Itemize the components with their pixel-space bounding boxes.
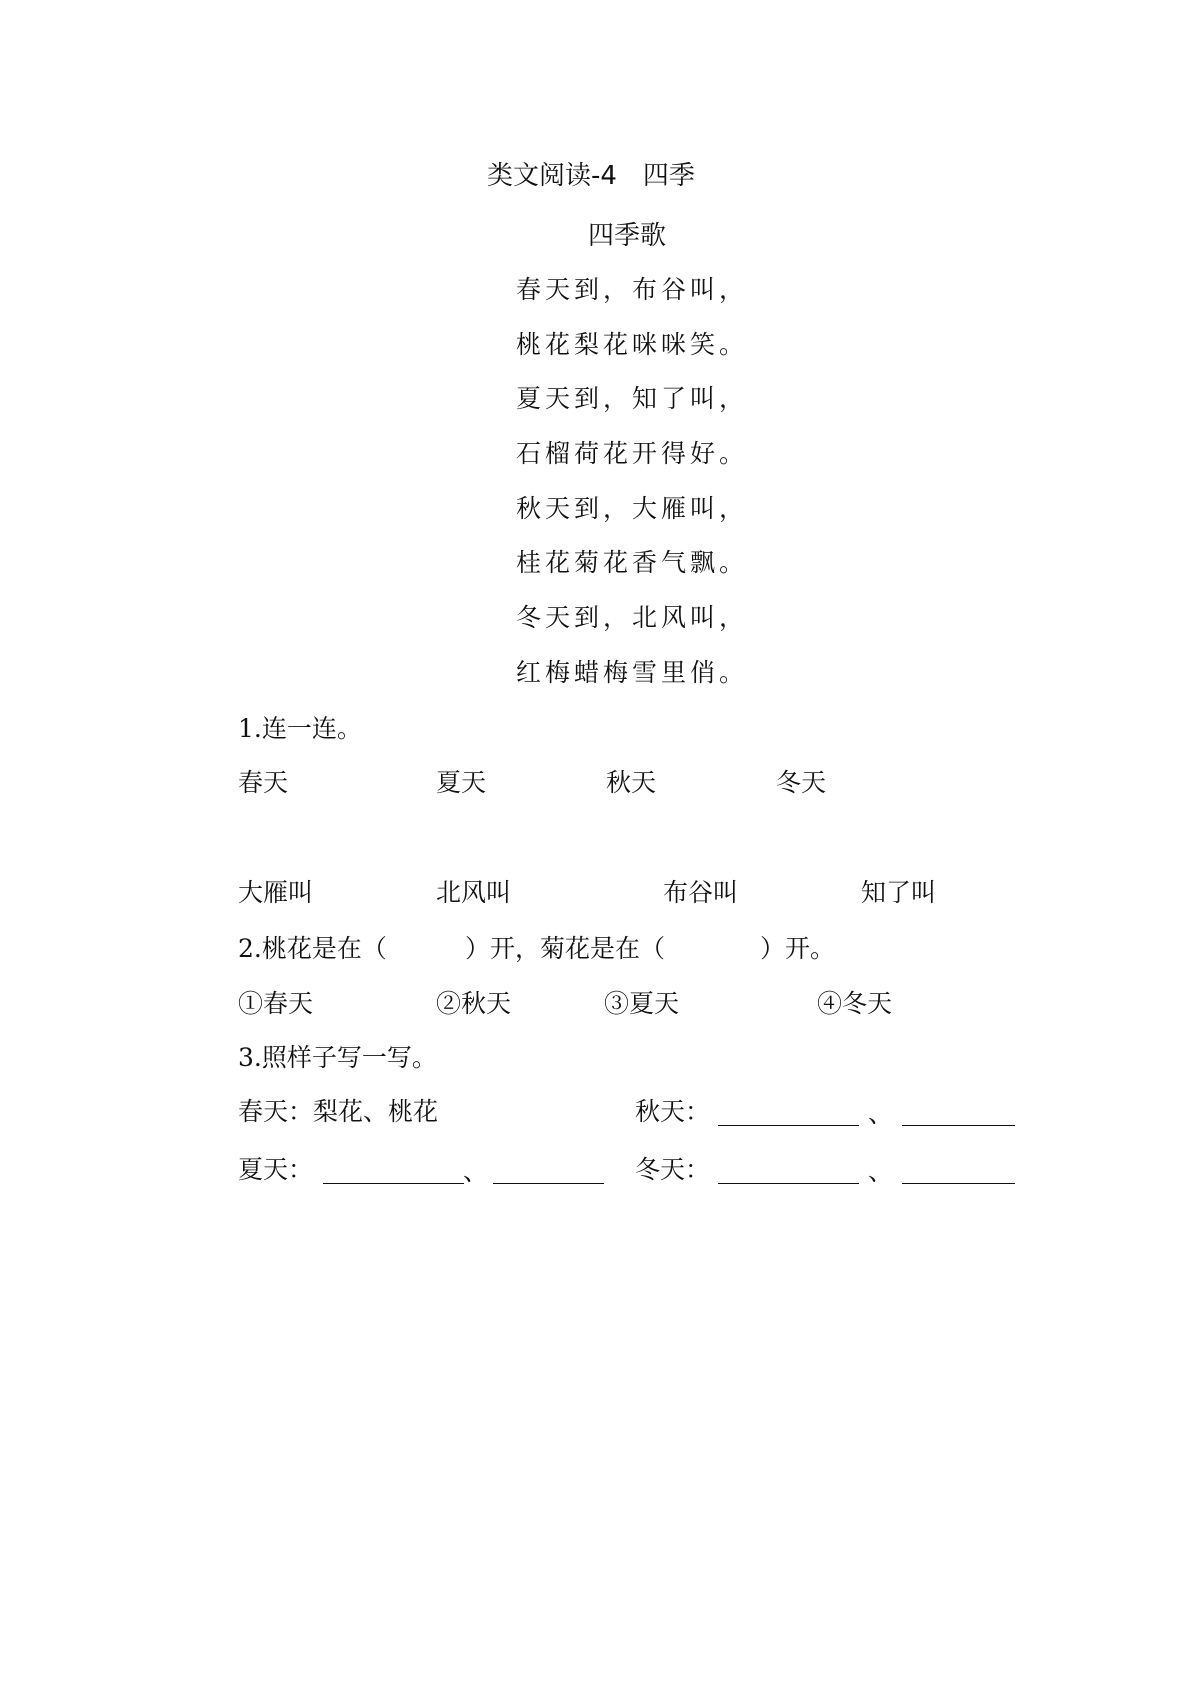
question-1-prompt: 1.连一连。	[238, 714, 362, 743]
summer-label: 夏天：	[238, 1155, 314, 1184]
poem-line: 秋天到，大雁叫，	[516, 494, 749, 523]
worksheet-title: 类文阅读-4 四季	[487, 161, 695, 191]
winter-label: 冬天：	[635, 1155, 711, 1184]
option-item[interactable]: ②秋天	[436, 989, 512, 1018]
season-item[interactable]: 夏天	[436, 768, 487, 797]
season-item[interactable]: 春天	[238, 768, 289, 797]
winter-blank-1[interactable]	[718, 1183, 859, 1184]
sound-item[interactable]: 知了叫	[861, 878, 937, 907]
autumn-blank-1[interactable]	[718, 1125, 859, 1126]
poem-line: 桂花菊花香气飘。	[516, 548, 749, 577]
season-item[interactable]: 冬天	[776, 768, 827, 797]
question-3-prompt: 3.照样子写一写。	[238, 1043, 437, 1072]
question-2-prompt-c: ）开。	[760, 934, 836, 963]
option-item[interactable]: ④冬天	[817, 989, 893, 1018]
season-item[interactable]: 秋天	[606, 768, 657, 797]
option-item[interactable]: ①春天	[238, 989, 314, 1018]
summer-blank-2[interactable]	[493, 1183, 604, 1184]
option-item[interactable]: ③夏天	[604, 989, 680, 1018]
sound-item[interactable]: 大雁叫	[238, 878, 314, 907]
winter-blank-2[interactable]	[902, 1183, 1015, 1184]
poem-line: 夏天到，知了叫，	[516, 384, 749, 413]
poem-line: 春天到，布谷叫，	[516, 275, 749, 304]
autumn-label: 秋天：	[635, 1097, 711, 1126]
separator: 、	[463, 1157, 489, 1186]
poem-line: 红梅蜡梅雪里俏。	[516, 658, 749, 687]
summer-blank-1[interactable]	[323, 1183, 464, 1184]
question-2-prompt-a: 2.桃花是在（	[238, 934, 387, 963]
separator: 、	[868, 1099, 894, 1128]
poem-line: 冬天到，北风叫，	[516, 603, 749, 632]
example-answer: 春天：梨花、桃花	[238, 1097, 439, 1126]
sound-item[interactable]: 布谷叫	[663, 878, 739, 907]
question-2-prompt-b: ）开，菊花是在（	[465, 934, 666, 963]
sound-item[interactable]: 北风叫	[436, 878, 512, 907]
poem-line: 石榴荷花开得好。	[516, 439, 749, 468]
separator: 、	[868, 1157, 894, 1186]
poem-line: 桃花梨花咪咪笑。	[516, 330, 749, 359]
poem-title: 四季歌	[588, 221, 667, 251]
autumn-blank-2[interactable]	[902, 1125, 1015, 1126]
